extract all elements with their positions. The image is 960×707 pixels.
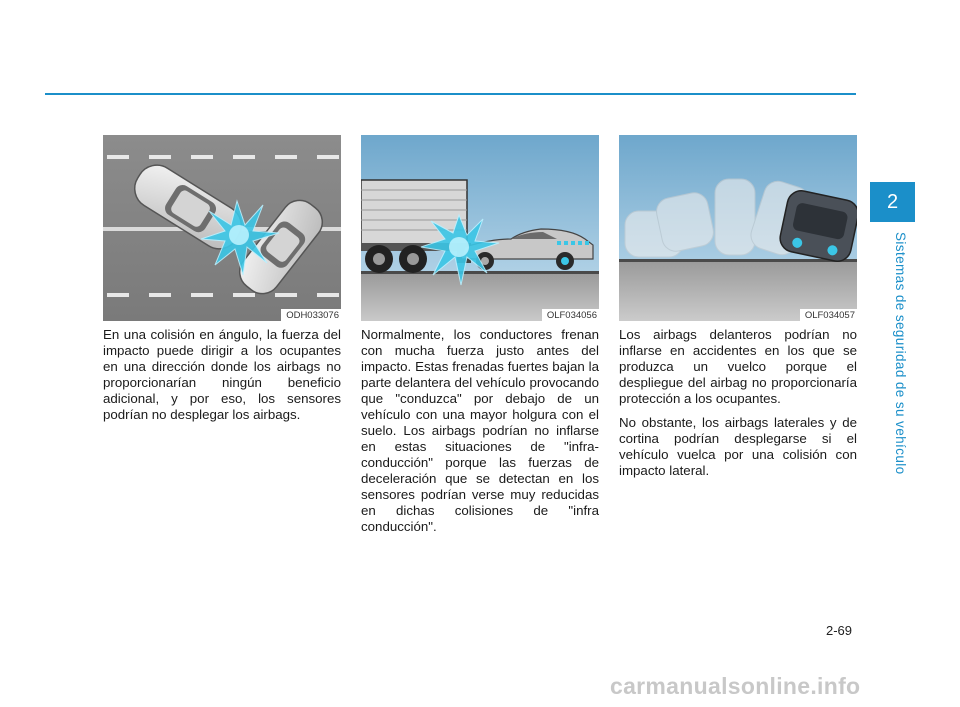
paragraph: Normalmente, los conductores frenan con mucha fuerza justo antes del impacto. Estas frenadas fuertes bajan la parte delantera del vehículo provocando que "conduzca" por debajo de un vehículo con una mayor holgura con el suelo. Los airbags podrían no inflarse en estas situaciones de "infra-conducción" porque las fuerzas de deceleración que se detectan en los sensores podrían verse muy reducidas en dichas colisiones de "infra conducción". [361,327,599,534]
figure-code: OLF034057 [800,309,857,321]
watermark: carmanualsonline.info [610,673,861,699]
paragraph: No obstante, los airbags laterales y de cortina podrían desplegarse si el vehículo vuelca por una colisión con impacto lateral. [619,415,857,478]
chapter-title: Sistemas de seguridad de su vehículo [893,232,908,475]
column-2 [361,135,599,535]
page-number: 2-69 [826,623,853,638]
paragraph: En una colisión en ángulo, la fuerza del impacto puede dirigir a los ocupantes en una dirección donde los airbags no proporcionarían ningún beneficio adicional, y por eso, los sensores podrían no desplegar los airbags. [103,327,341,422]
paragraph: Los airbags delanteros podrían no inflarse en accidentes en los que se produzca un vuelco porque el despliegue del airbag no proporcionaría protección a los ocupantes. [619,327,857,406]
figure-code: OLF034056 [542,309,599,321]
chapter-tab: 2 [870,182,915,222]
column-1 [103,135,341,423]
figure-underride-collision [361,135,599,321]
figure-angled-collision [103,135,341,321]
figure-rollover [619,135,857,321]
header-rule [45,93,856,95]
figure-code: ODH033076 [281,309,341,321]
column-3 [619,135,857,479]
